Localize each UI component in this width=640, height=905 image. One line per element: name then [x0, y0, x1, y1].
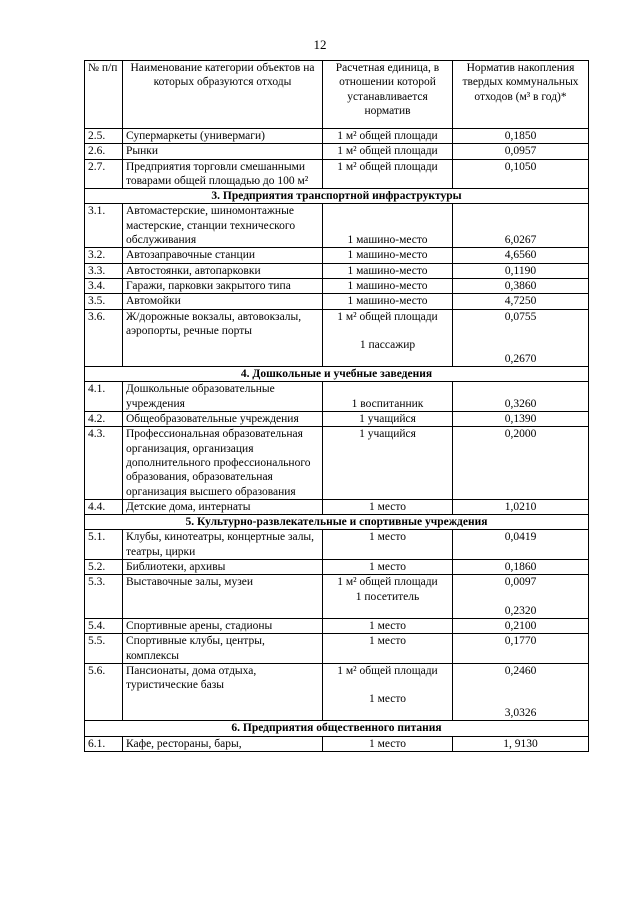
row-number: 4.1.: [85, 382, 123, 412]
row-value: 6,0267: [453, 204, 589, 248]
header-norm: Норматив накопления твердых коммунальных отходов (м³ в год)*: [453, 61, 589, 129]
row-value-group: [453, 663, 589, 721]
section-row: [85, 721, 589, 736]
row-value-group: [453, 309, 589, 367]
row-number: 3.5.: [85, 294, 123, 309]
row-unit: 1 воспитанник: [323, 382, 453, 412]
section-row: [85, 367, 589, 382]
row-value-secondary: 3,0326: [504, 707, 537, 720]
row-number: 6.1.: [85, 736, 123, 751]
row-unit: 1 место: [323, 530, 453, 560]
table-row: [85, 575, 589, 619]
row-number: 2.5.: [85, 129, 123, 144]
row-value: 0,0097: [504, 576, 537, 589]
row-value: 0,0957: [453, 144, 589, 159]
section-row: [85, 515, 589, 530]
row-name: Автозаправочные станции: [123, 248, 323, 263]
table-row: [85, 427, 589, 499]
row-unit: 1 м² общей площади: [337, 664, 438, 677]
row-value: 1, 9130: [453, 736, 589, 751]
row-value: 4,7250: [453, 294, 589, 309]
table-row: [85, 412, 589, 427]
row-name: Рынки: [123, 144, 323, 159]
header-unit: Расчетная единица, в отношении которой устанавливается норматив: [323, 61, 453, 129]
section-row: [85, 189, 589, 204]
table-row: [85, 144, 589, 159]
row-unit-secondary: 1 посетитель: [355, 590, 420, 603]
row-value: 0,3860: [453, 278, 589, 293]
row-unit: 1 машино-место: [323, 248, 453, 263]
row-unit-group: [323, 663, 453, 721]
row-value: 0,2100: [453, 618, 589, 633]
row-unit-group: [323, 575, 453, 619]
table-row: [85, 294, 589, 309]
row-name: Спортивные клубы, центры, комплексы: [123, 634, 323, 664]
row-number: 3.2.: [85, 248, 123, 263]
row-number: 2.7.: [85, 159, 123, 189]
row-unit: 1 м² общей площади: [337, 310, 438, 323]
row-name: Супермаркеты (универмаги): [123, 129, 323, 144]
row-name: Библиотеки, архивы: [123, 560, 323, 575]
row-number: 2.6.: [85, 144, 123, 159]
row-unit: 1 место: [323, 736, 453, 751]
row-unit: 1 м² общей площади: [323, 144, 453, 159]
row-value: 0,2460: [504, 664, 537, 677]
section-title: 4. Дошкольные и учебные заведения: [85, 367, 589, 382]
row-unit: 1 учащийся: [323, 427, 453, 499]
table-row: [85, 204, 589, 248]
table-row: [85, 382, 589, 412]
header-name: Наименование категории объектов на которых образуются отходы: [123, 61, 323, 129]
row-name: Спортивные арены, стадионы: [123, 618, 323, 633]
row-value-secondary: 0,2670: [504, 352, 537, 365]
row-value: 0,3260: [453, 382, 589, 412]
row-name: Автомастерские, шиномонтажные мастерские, станции технического обслуживания: [123, 204, 323, 248]
table-row: [85, 309, 589, 367]
row-unit: 1 машино-место: [323, 294, 453, 309]
table-row: [85, 278, 589, 293]
header-num: № п/п: [85, 61, 123, 129]
row-unit: 1 м² общей площади: [323, 129, 453, 144]
row-unit: 1 место: [323, 634, 453, 664]
row-unit: 1 место: [323, 618, 453, 633]
row-name: Дошкольные образовательные учреждения: [123, 382, 323, 412]
table-row: [85, 263, 589, 278]
row-unit: 1 м² общей площади: [337, 576, 438, 589]
row-unit: 1 машино-место: [323, 263, 453, 278]
row-name: Профессиональная образовательная организация, организация дополнительного профессионального образования, образовательная организация высшего образования: [123, 427, 323, 499]
row-value: 0,0419: [453, 530, 589, 560]
page-number: 12: [313, 37, 327, 52]
table-row: [85, 248, 589, 263]
row-unit: 1 учащийся: [323, 412, 453, 427]
row-name: Общеобразовательные учреждения: [123, 412, 323, 427]
row-value-secondary: 0,2320: [504, 604, 537, 617]
row-number: 3.1.: [85, 204, 123, 248]
table-row: [85, 736, 589, 751]
row-unit: 1 машино-место: [323, 204, 453, 248]
section-title: 5. Культурно-развлекательные и спортивные учреждения: [85, 515, 589, 530]
row-name: Автостоянки, автопарковки: [123, 263, 323, 278]
row-number: 5.4.: [85, 618, 123, 633]
row-number: 5.3.: [85, 575, 123, 619]
table-row: [85, 530, 589, 560]
row-number: 5.6.: [85, 663, 123, 721]
row-name: Предприятия торговли смешанными товарами общей площадью до 100 м²: [123, 159, 323, 189]
row-number: 3.4.: [85, 278, 123, 293]
table-row: [85, 663, 589, 721]
row-value: 1,0210: [453, 499, 589, 514]
row-name: Ж/дорожные вокзалы, автовокзалы, аэропорты, речные порты: [123, 309, 323, 367]
section-title: 6. Предприятия общественного питания: [85, 721, 589, 736]
row-name: Детские дома, интернаты: [123, 499, 323, 514]
row-number: 5.2.: [85, 560, 123, 575]
row-unit: 1 место: [323, 499, 453, 514]
norms-table: [84, 60, 589, 752]
row-value: 0,1050: [453, 159, 589, 189]
table-header-row: [85, 61, 589, 129]
row-name: Автомойки: [123, 294, 323, 309]
row-value: 4,6560: [453, 248, 589, 263]
row-value: 0,1850: [453, 129, 589, 144]
row-value-group: [453, 575, 589, 619]
table-row: [85, 159, 589, 189]
table-row: [85, 499, 589, 514]
table-row: [85, 560, 589, 575]
row-unit: 1 машино-место: [323, 278, 453, 293]
row-unit-secondary: 1 пассажир: [359, 338, 416, 351]
row-value: 0,2000: [453, 427, 589, 499]
row-name: Клубы, кинотеатры, концертные залы, театры, цирки: [123, 530, 323, 560]
row-unit-secondary: 1 место: [368, 693, 407, 706]
row-name: Кафе, рестораны, бары,: [123, 736, 323, 751]
row-number: 3.6.: [85, 309, 123, 367]
row-value: 0,1390: [453, 412, 589, 427]
row-unit-group: [323, 309, 453, 367]
row-number: 5.1.: [85, 530, 123, 560]
row-value: 0,1190: [453, 263, 589, 278]
table-row: [85, 618, 589, 633]
row-number: 4.4.: [85, 499, 123, 514]
row-number: 3.3.: [85, 263, 123, 278]
row-value: 0,1770: [453, 634, 589, 664]
row-value: 0,0755: [504, 310, 537, 323]
row-name: Выставочные залы, музеи: [123, 575, 323, 619]
table-row: [85, 634, 589, 664]
row-value: 0,1860: [453, 560, 589, 575]
row-name: Пансионаты, дома отдыха, туристические базы: [123, 663, 323, 721]
table-row: [85, 129, 589, 144]
row-name: Гаражи, парковки закрытого типа: [123, 278, 323, 293]
row-unit: 1 место: [323, 560, 453, 575]
row-number: 4.2.: [85, 412, 123, 427]
row-number: 4.3.: [85, 427, 123, 499]
section-title: 3. Предприятия транспортной инфраструктуры: [85, 189, 589, 204]
row-unit: 1 м² общей площади: [323, 159, 453, 189]
row-number: 5.5.: [85, 634, 123, 664]
